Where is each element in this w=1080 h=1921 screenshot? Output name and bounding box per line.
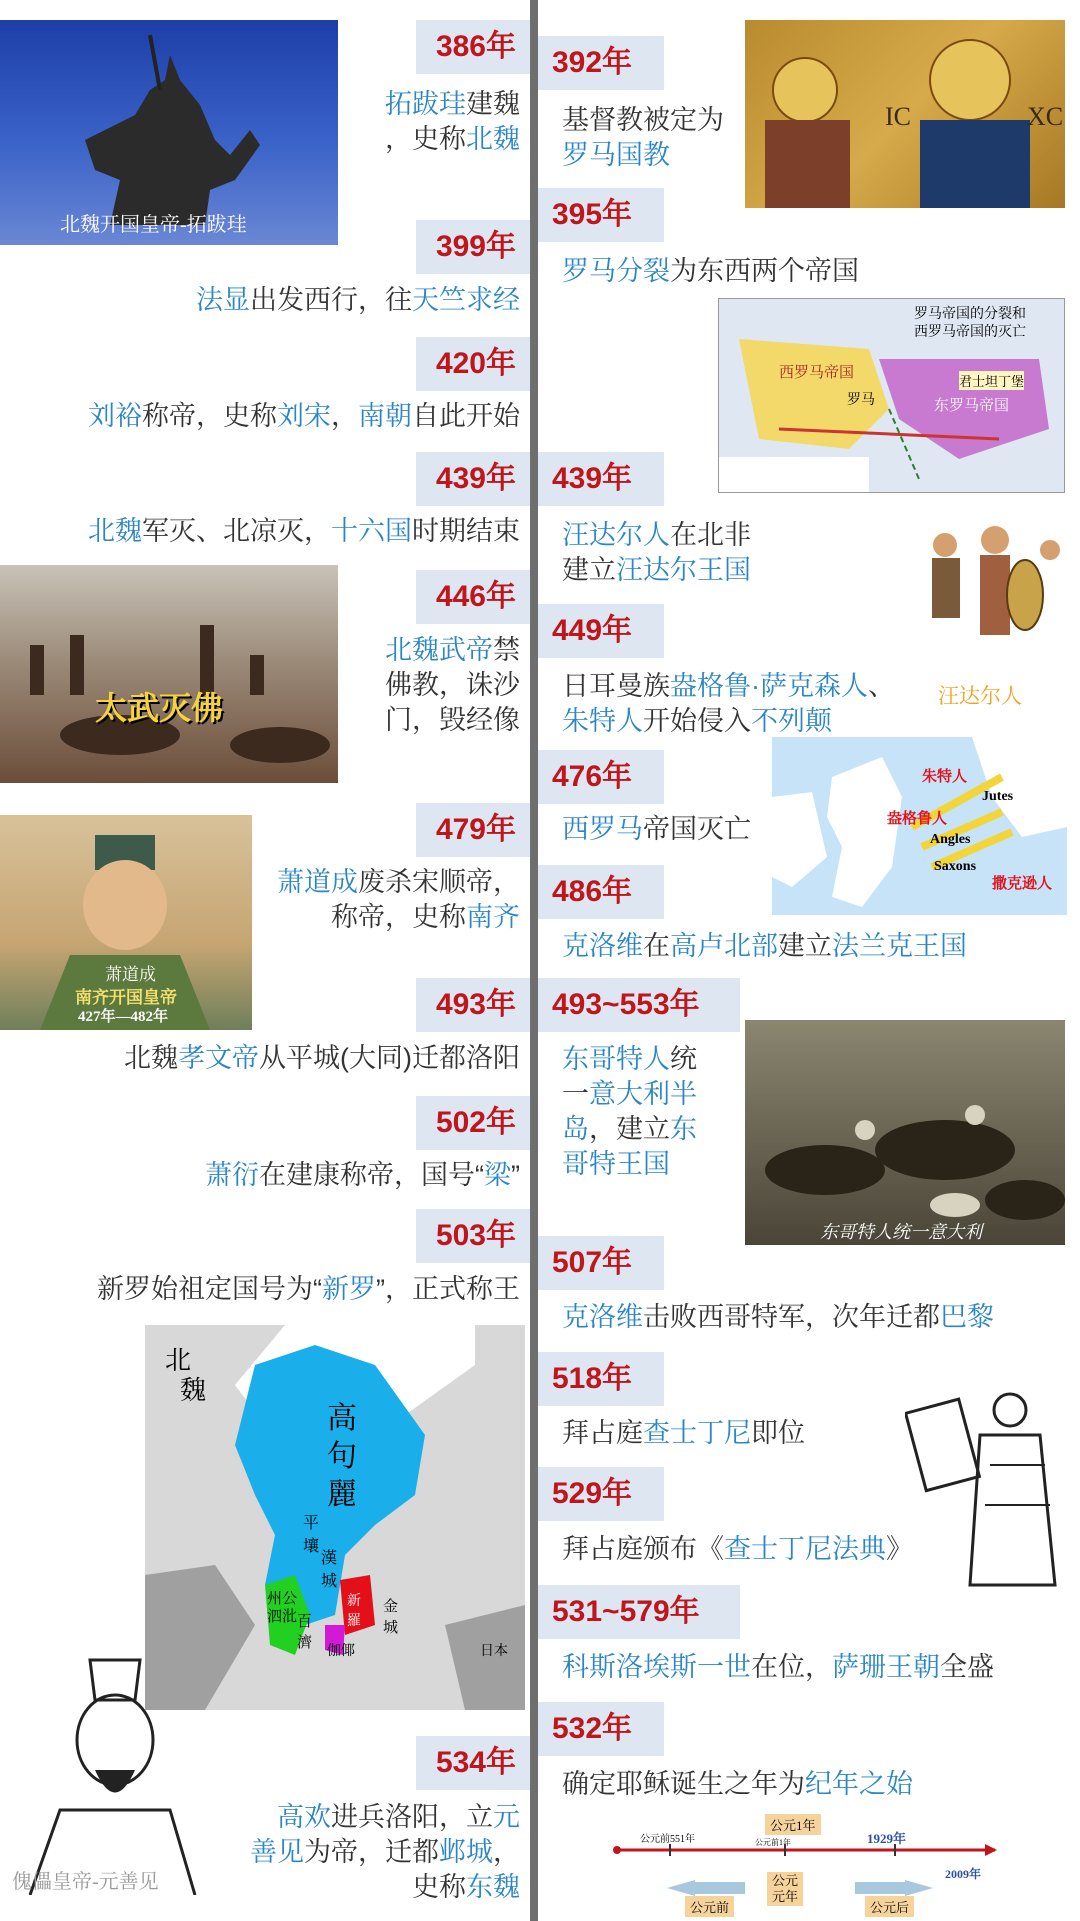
xiao-caption-1: 萧道成 [105, 965, 156, 984]
tl-label-e: 公元前 [685, 1896, 734, 1917]
highlight-term: 东魏 [466, 1872, 520, 1902]
highlight-term: 克洛维 [562, 931, 643, 961]
highlight-term: 新罗 [322, 1274, 376, 1304]
event-segment: 自此开始 [412, 401, 520, 431]
highlight-term: 南齐 [466, 902, 520, 932]
event-text-right [562, 518, 892, 588]
rome-rome: 罗马 [847, 393, 875, 408]
event-text-left [215, 1800, 520, 1905]
highlight-term: 北魏武帝 [385, 635, 493, 665]
highlight-term: 萧衍 [205, 1160, 259, 1190]
highlight-term: 克洛维 [562, 1302, 643, 1332]
year-box-right: 439年 [538, 452, 664, 506]
rome-title-2: 西罗马帝国的灭亡 [914, 325, 1026, 340]
highlight-term: 意大利半 岛 [562, 1079, 697, 1144]
tl-label-c: 1929年 [867, 1831, 907, 1846]
korea-hancheng: 漢城 [321, 1550, 338, 1590]
year-box-right: 529年 [538, 1467, 664, 1521]
highlight-term: 元 善见 [250, 1802, 520, 1867]
highlight-term: 法兰克王国 [832, 931, 967, 961]
year-box-right: 531~579年 [538, 1585, 740, 1639]
event-segment: 开始侵入 [643, 706, 751, 736]
year-box-left: 534年 [416, 1736, 530, 1790]
vandal-warriors-image [900, 510, 1068, 715]
event-segment: ”，正式称王 [376, 1274, 520, 1304]
xiao-caption-3: 427年—482年 [78, 1009, 169, 1025]
year-box-right: 532年 [538, 1702, 664, 1756]
tuoba-caption: 北魏开国皇帝-拓跋珪 [60, 214, 247, 236]
year-box-left: 493年 [416, 978, 530, 1032]
year-box-right: 493~553年 [538, 978, 740, 1032]
event-text-right [562, 103, 752, 173]
event-segment: 在 [643, 931, 670, 961]
event-text-left [10, 399, 520, 434]
event-segment: ” [511, 1160, 520, 1190]
korea-goguryeo: 高句麗 [327, 1402, 357, 1511]
highlight-term: 刘宋 [277, 401, 331, 431]
event-segment: 在建康称帝，国号“ [259, 1160, 484, 1190]
korea-japan: 日本 [480, 1644, 508, 1659]
highlight-term: 天竺求经 [412, 285, 520, 315]
highlight-term: 法显 [196, 285, 250, 315]
year-box-left: 439年 [416, 452, 530, 506]
highlight-term: 东哥特人 [562, 1044, 670, 1074]
year-box-right: 392年 [538, 36, 664, 90]
highlight-term: 南朝 [358, 401, 412, 431]
korea-beiwei-1: 北 [165, 1346, 192, 1375]
event-text-right [562, 1416, 902, 1451]
year-box-left: 446年 [416, 570, 530, 624]
highlight-term: 盎格鲁·萨克森人 [670, 671, 868, 701]
yuan-caption: 傀儡皇帝-元善见 [12, 1871, 159, 1893]
highlight-term: 邺城 [439, 1837, 493, 1867]
event-segment: 、 [868, 671, 895, 701]
tl-label-f: 公元 元年 [767, 1872, 803, 1906]
year-box-left: 399年 [416, 220, 530, 274]
highlight-term: 查士丁尼法典 [724, 1534, 886, 1564]
britain-invasion-map [772, 737, 1067, 915]
year-box-left: 502年 [416, 1096, 530, 1150]
event-segment: 确定耶稣诞生之年为 [562, 1769, 805, 1799]
event-segment: ， 史称 [412, 1837, 520, 1902]
highlight-term: 拓跋珪 [385, 89, 466, 119]
korea-pyongyang: 平壤 [303, 1515, 320, 1555]
highlight-term: 汪达尔人 [562, 520, 670, 550]
timeline-divider [530, 0, 538, 1921]
brit-jutes: 朱特人 [922, 769, 968, 785]
year-box-right: 395年 [538, 188, 664, 242]
event-segment: 在位， [751, 1652, 832, 1682]
event-text-right [562, 1300, 1042, 1335]
korea-sibi: 泗沘 [267, 1609, 298, 1625]
brit-saxons: 撒克逊人 [992, 876, 1053, 892]
event-segment: ， [331, 401, 358, 431]
event-text-left [345, 633, 520, 738]
highlight-term: 北魏 [466, 124, 520, 154]
event-segment: 即位 [751, 1418, 805, 1448]
brit-saxons-en: Saxons [934, 859, 977, 874]
korea-map [145, 1325, 525, 1710]
event-segment: 全盛 [940, 1652, 994, 1682]
calendar-timeline-graphic [605, 1810, 1005, 1918]
event-text-right [562, 669, 912, 739]
rome-title-1: 罗马帝国的分裂和 [914, 307, 1026, 322]
highlight-term: 朱特人 [562, 706, 643, 736]
vandal-caption: 汪达尔人 [938, 684, 1022, 708]
highlight-term: 汪达尔王国 [616, 555, 751, 585]
event-text-left [340, 87, 520, 157]
korea-jincheng: 金城 [383, 1599, 399, 1636]
brit-jutes-en: Jutes [982, 789, 1014, 804]
event-text-left [10, 1272, 520, 1307]
year-box-left: 386年 [416, 20, 530, 74]
brit-angles: 盎格鲁人 [887, 811, 948, 827]
year-box-right: 449年 [538, 604, 664, 658]
event-segment: 进兵洛阳，立 [331, 1802, 493, 1832]
event-segment: 在北非 建立 [562, 520, 751, 585]
korea-silla: 新羅 [347, 1594, 361, 1629]
event-segment: ，建立 [589, 1114, 670, 1144]
ostrogoth-caption: 东哥特人统一意大利 [820, 1222, 982, 1242]
event-text-right [562, 929, 1042, 964]
event-text-right [562, 1042, 742, 1182]
highlight-term: 梁 [484, 1160, 511, 1190]
korea-baekje: 百濟 [297, 1614, 313, 1651]
event-text-right [562, 1650, 1062, 1685]
highlight-term: 萧道成 [277, 867, 358, 897]
highlight-term: 科斯洛埃斯一世 [562, 1652, 751, 1682]
event-segment: 日耳曼族 [562, 671, 670, 701]
event-text-left [10, 1041, 520, 1076]
taiwu-battle-image [0, 565, 338, 783]
rome-split-map [718, 298, 1065, 493]
event-segment: 建魏 ，史称 [385, 89, 520, 154]
rome-east: 东罗马帝国 [934, 398, 1010, 414]
korea-beiwei-2: 魏 [180, 1376, 207, 1405]
highlight-term: 北魏 [88, 516, 142, 546]
event-segment: 时期结束 [412, 516, 520, 546]
highlight-term: 纪年之始 [805, 1769, 913, 1799]
ostrogoth-battle-icon [745, 1020, 1065, 1245]
rome-constantinople: 君士坦丁堡 [959, 371, 1024, 390]
event-segment: 为东西两个帝国 [670, 256, 859, 286]
event-text-right [562, 254, 1042, 289]
event-segment: 帝国灭亡 [643, 814, 751, 844]
event-segment: 为帝，迁都 [304, 1837, 439, 1867]
tl-label-a: 公元1年 [765, 1814, 821, 1835]
event-segment: 军灭、北凉灭， [142, 516, 331, 546]
event-text-left [260, 865, 520, 935]
xiao-caption-2: 南齐开国皇帝 [75, 988, 177, 1007]
event-segment: 禁 佛教，诛沙 门，毁经像 [385, 635, 520, 735]
highlight-term: 查士丁尼 [643, 1418, 751, 1448]
highlight-term: 东 哥特王国 [562, 1114, 697, 1179]
korea-zhougong: 州公 [267, 1591, 298, 1607]
battle-scene-icon [0, 565, 338, 783]
highlight-term: 十六国 [331, 516, 412, 546]
highlight-term: 罗马分裂 [562, 256, 670, 286]
highlight-term: 萨珊王朝 [832, 1652, 940, 1682]
highlight-term: 巴黎 [940, 1302, 994, 1332]
mosaic-image [745, 20, 1065, 208]
year-box-left: 479年 [416, 803, 530, 857]
highlight-term: 罗马国教 [562, 140, 670, 170]
event-text-right [562, 1532, 1042, 1567]
mosaic-ic: IC [885, 102, 911, 131]
event-text-right [562, 812, 782, 847]
highlight-term: 刘裕 [88, 401, 142, 431]
highlight-term: 高卢北部 [670, 931, 778, 961]
year-box-left: 503年 [416, 1209, 530, 1263]
year-box-left: 420年 [416, 337, 530, 391]
year-box-right: 507年 [538, 1236, 664, 1290]
event-segment: 称帝，史称 [142, 401, 277, 431]
rome-west: 西罗马帝国 [779, 365, 855, 381]
tuoba-statue-image [0, 20, 338, 245]
event-segment: 新罗始祖定国号为“ [97, 1274, 322, 1304]
xiao-daocheng-portrait [0, 815, 252, 1030]
event-segment: 基督教被定为 [562, 105, 724, 135]
event-segment: 出发西行，往 [250, 285, 412, 315]
event-segment: 拜占庭 [562, 1418, 643, 1448]
event-segment: 统 一 [562, 1044, 697, 1109]
tl-label-g: 公元后 [865, 1896, 914, 1917]
tl-label-h: 公元前1年 [755, 1838, 791, 1847]
year-box-right: 476年 [538, 750, 664, 804]
mosaic-xc: XC [1027, 102, 1064, 131]
ostrogoth-battle-image [745, 1020, 1065, 1245]
event-text-left [10, 514, 520, 549]
tl-label-d: 2009年 [945, 1867, 982, 1881]
tl-label-b: 公元前551年 [640, 1834, 695, 1845]
taiwu-caption: 太武灭佛 [95, 690, 224, 726]
highlight-term: 高欢 [277, 1802, 331, 1832]
event-text-left [10, 1158, 520, 1193]
event-segment: 从平城(大同)迁都洛阳 [259, 1043, 520, 1073]
korea-gaya: 伽倻 [327, 1644, 355, 1659]
event-text-right [562, 1767, 1042, 1802]
highlight-term: 不列颠 [751, 706, 832, 736]
event-segment: 废杀宋顺帝， 称帝，史称 [331, 867, 520, 932]
yuan-shanjian-portrait [0, 1640, 200, 1895]
highlight-term: 孝文帝 [178, 1043, 260, 1073]
highlight-term: 西罗马 [562, 814, 643, 844]
event-segment: 拜占庭颁布《 [562, 1534, 724, 1564]
ink-portrait-icon [0, 1640, 200, 1895]
event-segment: 北魏 [124, 1043, 179, 1073]
event-segment: 建立 [778, 931, 832, 961]
event-segment: 击败西哥特军，次年迁都 [643, 1302, 940, 1332]
year-box-right: 486年 [538, 865, 664, 919]
brit-angles-en: Angles [930, 832, 971, 847]
event-segment: 》 [886, 1534, 913, 1564]
year-box-right: 518年 [538, 1352, 664, 1406]
event-text-left [10, 283, 520, 318]
